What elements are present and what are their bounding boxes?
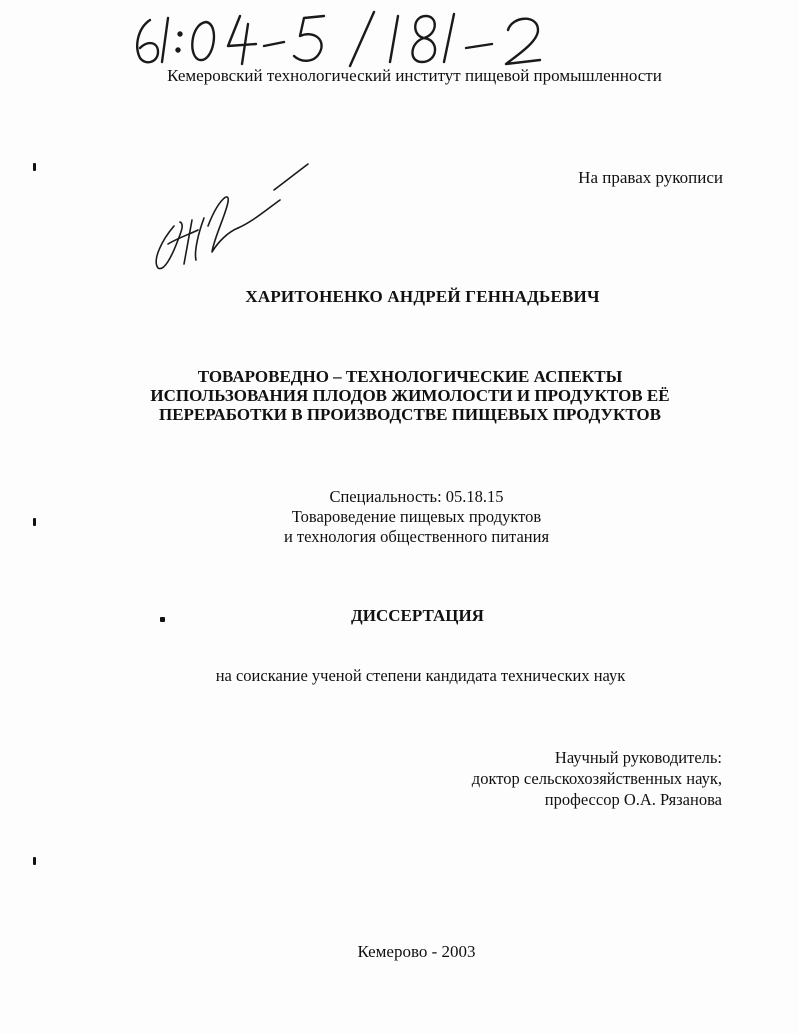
- scan-dot: [33, 857, 36, 865]
- supervisor-line: Научный руководитель:: [554, 748, 722, 767]
- document-type: ДИССЕРТАЦИЯ: [351, 606, 484, 625]
- archive-number-image: [128, 6, 598, 68]
- signature: [148, 160, 316, 275]
- title-line: ТОВАРОВЕДНО – ТЕХНОЛОГИЧЕСКИЕ АСПЕКТЫ: [197, 367, 623, 386]
- degree-line: на соискание ученой степени кандидата технических наук: [215, 666, 626, 685]
- specialty-line: и технология общественного питания: [283, 527, 550, 546]
- institute-name: Кемеровский технологический институт пищевой промышленности: [167, 66, 662, 85]
- title-line: ИСПОЛЬЗОВАНИЯ ПЛОДОВ ЖИМОЛОСТИ И ПРОДУКТОВ ЕЁ: [150, 386, 670, 405]
- author-name: ХАРИТОНЕНКО АНДРЕЙ ГЕННАДЬЕВИЧ: [245, 287, 600, 306]
- signature-image: [148, 160, 316, 275]
- supervisor-block: [472, 747, 722, 810]
- specialty-block: [0, 487, 799, 547]
- specialty-line: Специальность: 05.18.15: [329, 487, 504, 506]
- supervisor-line: профессор О.А. Рязанова: [544, 790, 722, 809]
- dissertation-title: [80, 367, 740, 424]
- specialty-line: Товароведение пищевых продуктов: [291, 507, 542, 526]
- title-line: ПЕРЕРАБОТКИ В ПРОИЗВОДСТВЕ ПИЩЕВЫХ ПРОДУКТОВ: [158, 405, 661, 424]
- scan-dot: [33, 163, 36, 171]
- rights-note: На правах рукописи: [578, 168, 723, 187]
- supervisor-line: доктор сельскохозяйственных наук,: [471, 769, 722, 788]
- city-year: Кемерово - 2003: [357, 942, 476, 961]
- archive-number-handwritten: [128, 6, 598, 68]
